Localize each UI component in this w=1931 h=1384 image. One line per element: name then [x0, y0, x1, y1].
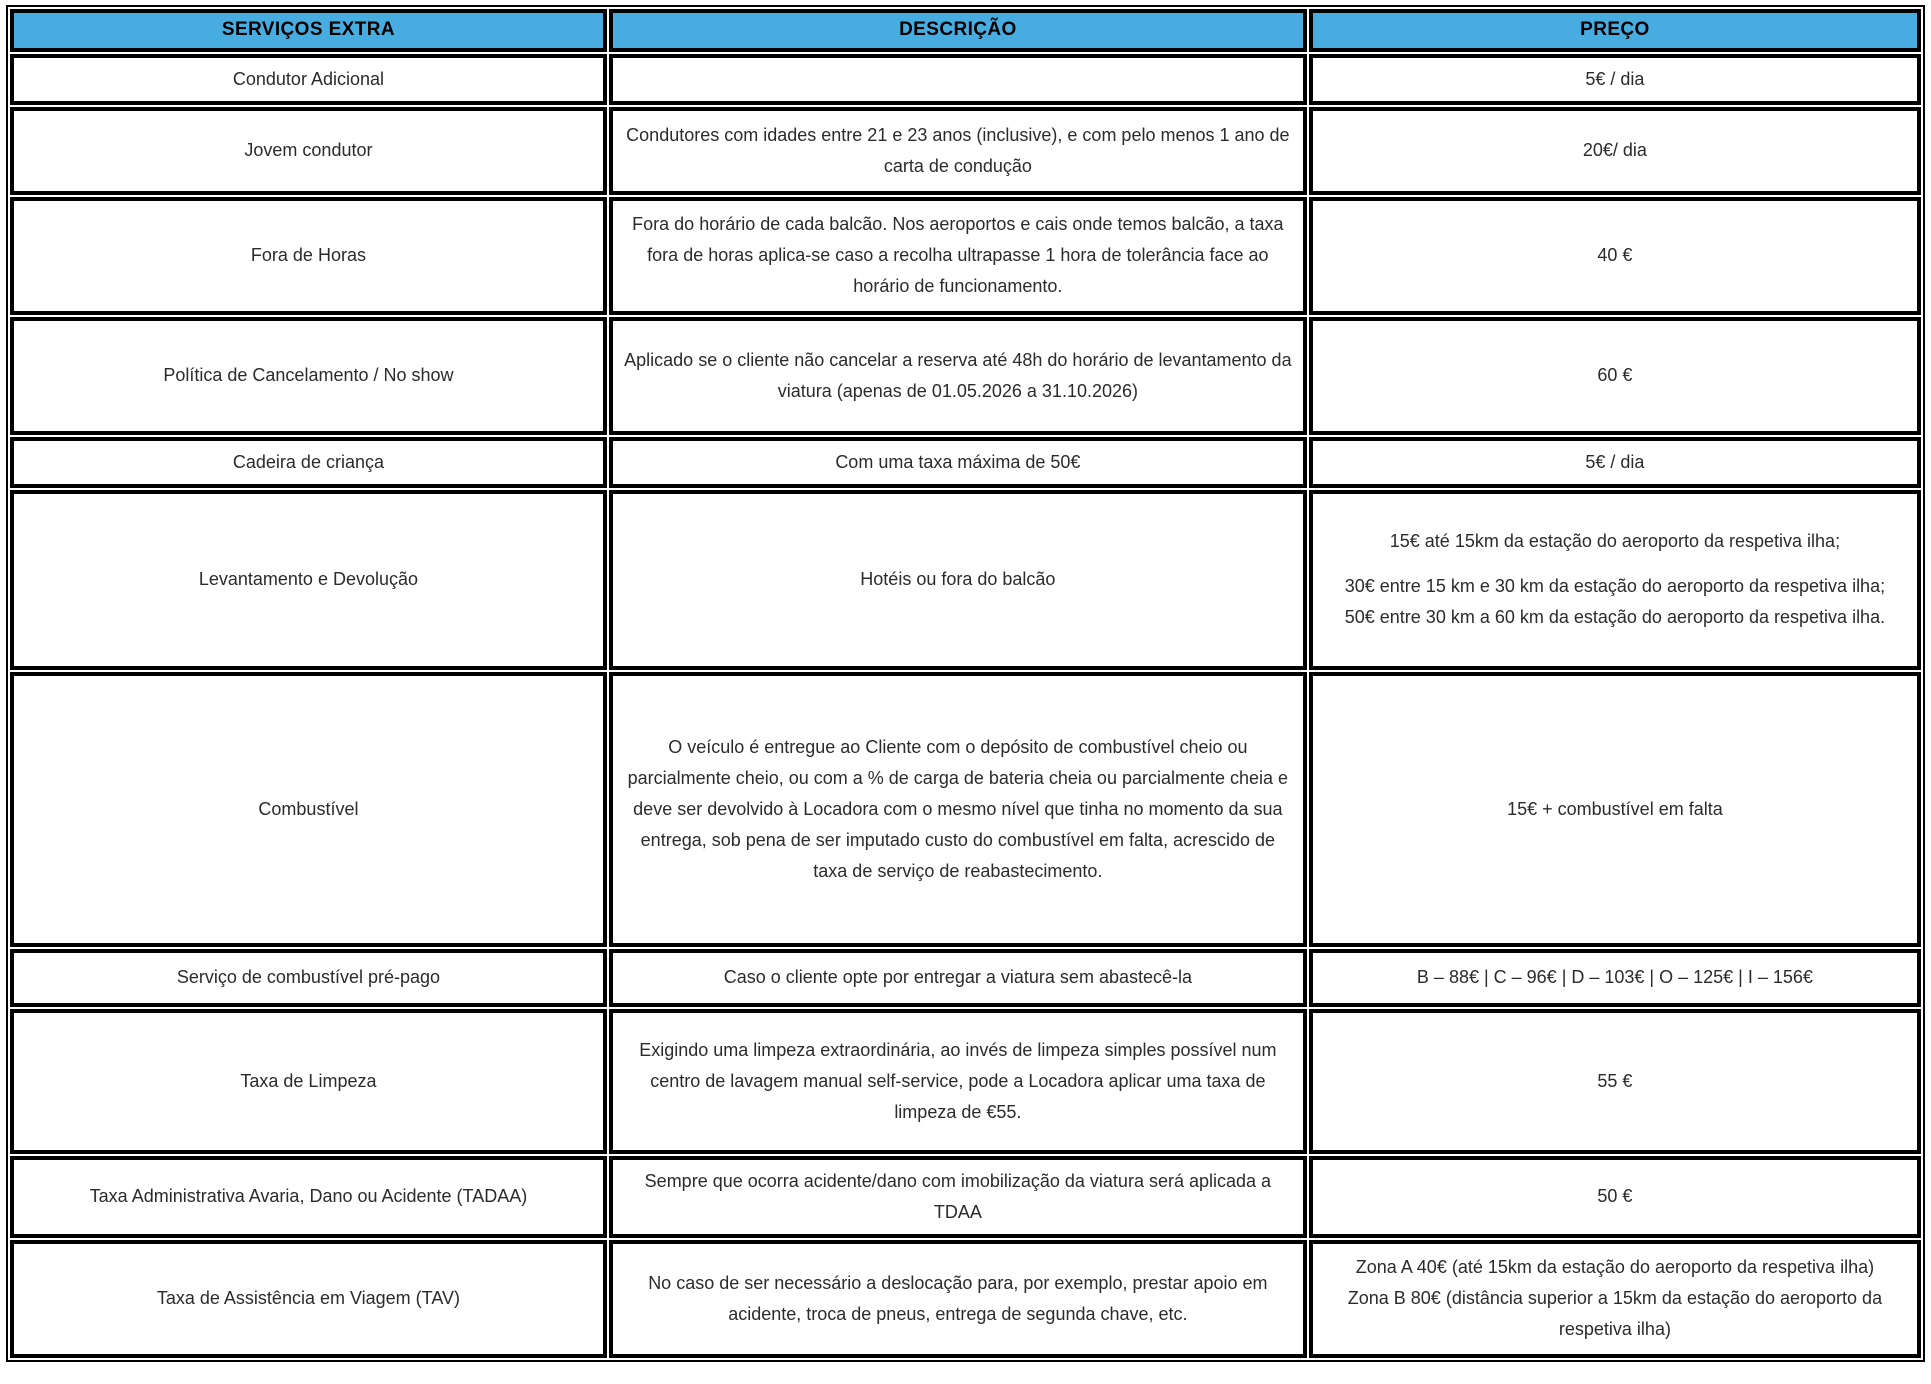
table-row-combustivel — [10, 672, 1921, 947]
header-row — [10, 9, 1921, 52]
price-cell: 5€ / dia — [1309, 54, 1921, 105]
price-line: 50€ entre 30 km a 60 km da estação do aeroporto da respetiva ilha. — [1344, 607, 1886, 628]
description-cell: Sempre que ocorra acidente/dano com imobilização da viatura será aplicada a TDAA — [609, 1156, 1307, 1238]
description-cell: Condutores com idades entre 21 e 23 anos (inclusive), e com pelo menos 1 ano de carta de condução — [609, 107, 1307, 195]
table-row-condutor-adicional — [10, 54, 1921, 105]
description-cell — [609, 54, 1307, 105]
price-cell: 50 € — [1309, 1156, 1921, 1238]
service-cell: Taxa de Assistência em Viagem (TAV) — [10, 1240, 607, 1358]
service-cell: Combustível — [10, 672, 607, 947]
extra-services-table — [6, 5, 1925, 1362]
price-cell: 20€/ dia — [1309, 107, 1921, 195]
table-row-taxa-limpeza — [10, 1009, 1921, 1154]
service-cell: Taxa de Limpeza — [10, 1009, 607, 1154]
service-cell: Serviço de combustível pré-pago — [10, 949, 607, 1007]
description-cell: Caso o cliente opte por entregar a viatura sem abastecê-la — [609, 949, 1307, 1007]
price-cell: 15€ + combustível em falta — [1309, 672, 1921, 947]
table-row-tav — [10, 1240, 1921, 1358]
price-line: Zona B 80€ (distância superior a 15km da estação do aeroporto da respetiva ilha) — [1347, 1288, 1883, 1340]
description-cell: O veículo é entregue ao Cliente com o depósito de combustível cheio ou parcialmente cheio, ou com a % de carga de bateria cheia ou parcialmente cheia e deve ser devolvido à Locadora com o mesmo nível que tinha no momento da sua entrega, sob pena de ser imputado custo do combustível em falta, acrescido de taxa de serviço de reabastecimento. — [609, 672, 1307, 947]
service-cell: Cadeira de criança — [10, 437, 607, 488]
price-cell: 5€ / dia — [1309, 437, 1921, 488]
service-cell: Levantamento e Devolução — [10, 490, 607, 670]
column-header-preco: PREÇO — [1309, 9, 1921, 52]
table-row-fora-de-horas — [10, 197, 1921, 315]
service-cell: Taxa Administrativa Avaria, Dano ou Acidente (TADAA) — [10, 1156, 607, 1238]
service-cell: Política de Cancelamento / No show — [10, 317, 607, 435]
service-cell: Jovem condutor — [10, 107, 607, 195]
column-header-servicos-extra: SERVIÇOS EXTRA — [10, 9, 607, 52]
table-row-levantamento-devolucao — [10, 490, 1921, 670]
price-cell: 60 € — [1309, 317, 1921, 435]
description-cell: No caso de ser necessário a deslocação para, por exemplo, prestar apoio em acidente, troca de pneus, entrega de segunda chave, etc. — [609, 1240, 1307, 1358]
price-cell: 55 € — [1309, 1009, 1921, 1154]
description-cell: Com uma taxa máxima de 50€ — [609, 437, 1307, 488]
description-cell: Hotéis ou fora do balcão — [609, 490, 1307, 670]
table-row-jovem-condutor — [10, 107, 1921, 195]
price-cell: B – 88€ | C – 96€ | D – 103€ | O – 125€ | I – 156€ — [1309, 949, 1921, 1007]
service-cell: Condutor Adicional — [10, 54, 607, 105]
price-line: 30€ entre 15 km e 30 km da estação do aeroporto da respetiva ilha; — [1344, 576, 1886, 597]
price-line: Zona A 40€ (até 15km da estação do aeroporto da respetiva ilha) — [1355, 1257, 1875, 1278]
price-cell: 40 € — [1309, 197, 1921, 315]
table-row-combustivel-pre-pago — [10, 949, 1921, 1007]
column-header-descricao: DESCRIÇÃO — [609, 9, 1307, 52]
table-row-politica-cancelamento — [10, 317, 1921, 435]
table-row-tadaa — [10, 1156, 1921, 1238]
table-row-cadeira-crianca — [10, 437, 1921, 488]
price-cell — [1309, 1240, 1921, 1358]
description-cell: Fora do horário de cada balcão. Nos aeroportos e cais onde temos balcão, a taxa fora de horas aplica-se caso a recolha ultrapasse 1 hora de tolerância face ao horário de funcionamento. — [609, 197, 1307, 315]
description-cell: Exigindo uma limpeza extraordinária, ao invés de limpeza simples possível num centro de lavagem manual self-service, pode a Locadora aplicar uma taxa de limpeza de €55. — [609, 1009, 1307, 1154]
service-cell: Fora de Horas — [10, 197, 607, 315]
price-line: 15€ até 15km da estação do aeroporto da respetiva ilha; — [1389, 531, 1841, 552]
description-cell: Aplicado se o cliente não cancelar a reserva até 48h do horário de levantamento da viatura (apenas de 01.05.2026 a 31.10.2026) — [609, 317, 1307, 435]
price-cell — [1309, 490, 1921, 670]
